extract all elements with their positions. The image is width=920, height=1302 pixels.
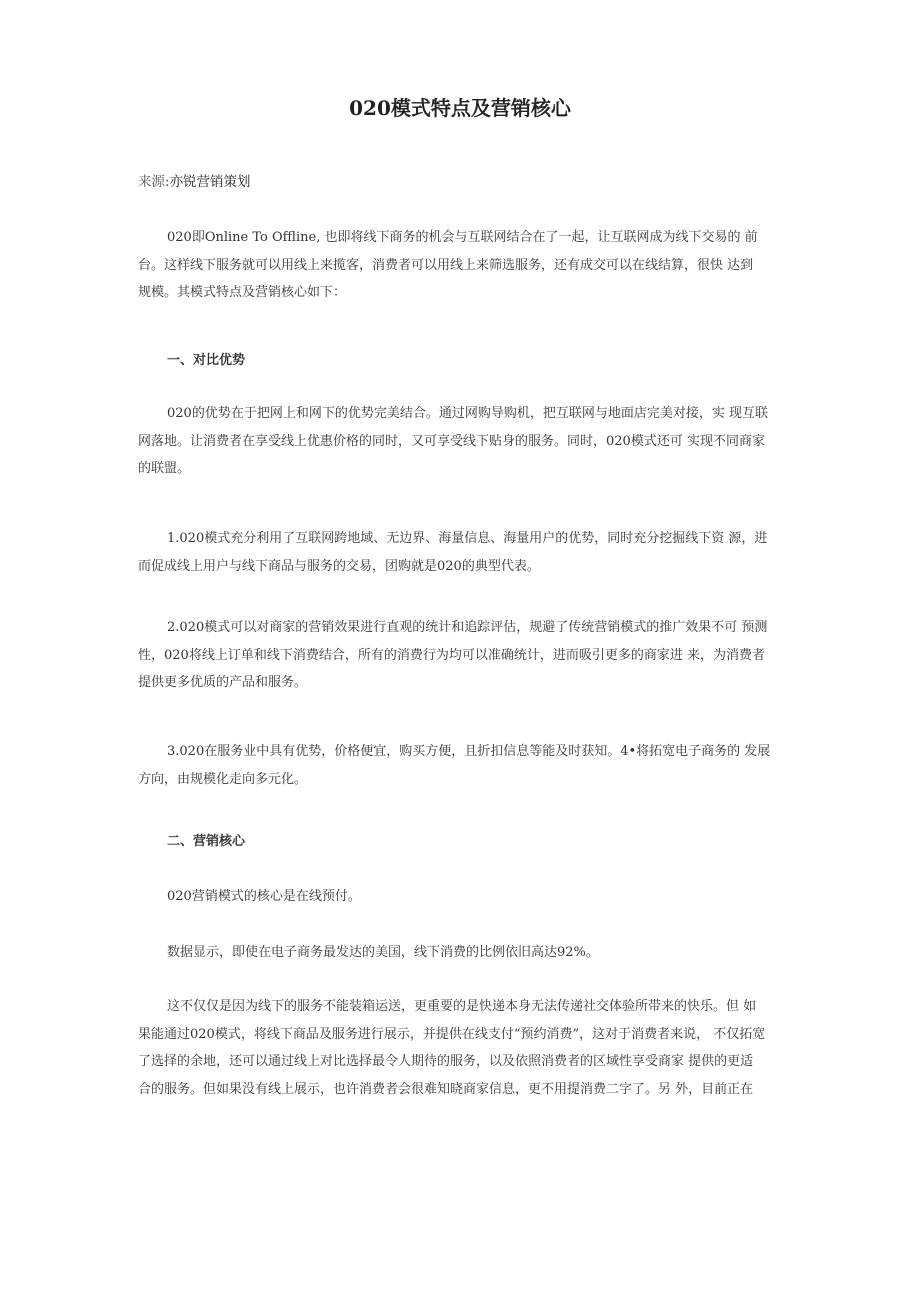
marketing-core-paragraph xyxy=(138,883,784,911)
source-label: 来源: xyxy=(138,174,170,190)
paragraph-line: 020的优势在于把网上和网下的优势完美结合。通过网购导购机，把互联网与地面店完美对接，实 现互联 xyxy=(167,406,768,421)
paragraph-line: 方向，由规模化走向多元化。 xyxy=(138,771,308,787)
data-paragraph xyxy=(138,939,784,967)
paragraph-line: 数据显示，即使在电子商务最发达的美国，线下消费的比例依旧高达92%。 xyxy=(167,945,599,960)
paragraph-line: 2.020模式可以对商家的营销效果进行直观的统计和追踪评估，规避了传统营销模式的推广效果不可 预测 xyxy=(167,620,768,635)
paragraph-line: 台。这样线下服务就可以用线上来揽客，消费者可以用线上来筛选服务，还有成交可以在线结算，很快 达到 xyxy=(138,257,754,273)
section-heading-advantages: 一、对比优势 xyxy=(167,353,246,368)
paragraph-line: 性，020将线上订单和线下消费结合，所有的消费行为均可以准确统计，进而吸引更多的商家进 来，为消费者 xyxy=(138,647,765,663)
paragraph-line: 规模。其模式特点及营销核心如下： xyxy=(138,285,347,300)
section-heading-marketing-core: 二、营销核心 xyxy=(167,834,246,849)
document-title: 020模式特点及营销核心 xyxy=(349,96,571,120)
paragraph-line: 3.020在服务业中具有优势，价格便宜，购买方便，且折扣信息等能及时获知。4•将拓宽电子商务的 发展 xyxy=(167,744,771,759)
source-value: 亦锐营销策划 xyxy=(169,174,251,190)
experience-paragraph xyxy=(138,993,784,1103)
paragraph-line: 1.020模式充分利用了互联网跨地域、无边界、海量信息、海量用户的优势，同时充分挖掘线下资 源，进 xyxy=(167,531,768,546)
point-3-paragraph xyxy=(138,738,784,793)
paragraph-line: 提供更多优质的产品和服务。 xyxy=(138,675,308,690)
paragraph-line: 020即Online To Offline, 也即将线下商务的机会与互联网结合在了一起，让互联网成为线下交易的 前 xyxy=(167,230,758,245)
paragraph-line: 果能通过020模式，将线下商品及服务进行展示，并提供在线支付“预约消费”，这对于消费者来说， 不仅拓宽 xyxy=(138,1026,766,1042)
source-line xyxy=(138,172,251,192)
paragraph-line: 了选择的余地，还可以通过线上对比选择最令人期待的服务，以及依照消费者的区域性享受商家 提供的更适 xyxy=(138,1054,754,1069)
paragraph-line: 的联盟。 xyxy=(138,461,191,476)
point-2-paragraph xyxy=(138,614,784,697)
point-1-paragraph xyxy=(138,525,784,580)
paragraph-line: 这不仅仅是因为线下的服务不能装箱运送，更重要的是快递本身无法传递社交体验所带来的快乐。但 如 xyxy=(167,999,757,1014)
paragraph-line: 而促成线上用户与线下商品与服务的交易，团购就是020的典型代表。 xyxy=(138,558,540,574)
paragraph-line: 020营销模式的核心是在线预付。 xyxy=(167,889,361,904)
intro-paragraph xyxy=(138,224,784,307)
paragraph-line: 网落地。让消费者在享受线上优惠价格的同时，又可享受线下贴身的服务。同时，020模式还可 实现不同商家 xyxy=(138,433,765,449)
advantages-paragraph xyxy=(138,400,784,483)
paragraph-line: 合的服务。但如果没有线上展示，也许消费者会很难知晓商家信息，更不用提消费二字了。另 外，目前正在 xyxy=(138,1081,754,1097)
